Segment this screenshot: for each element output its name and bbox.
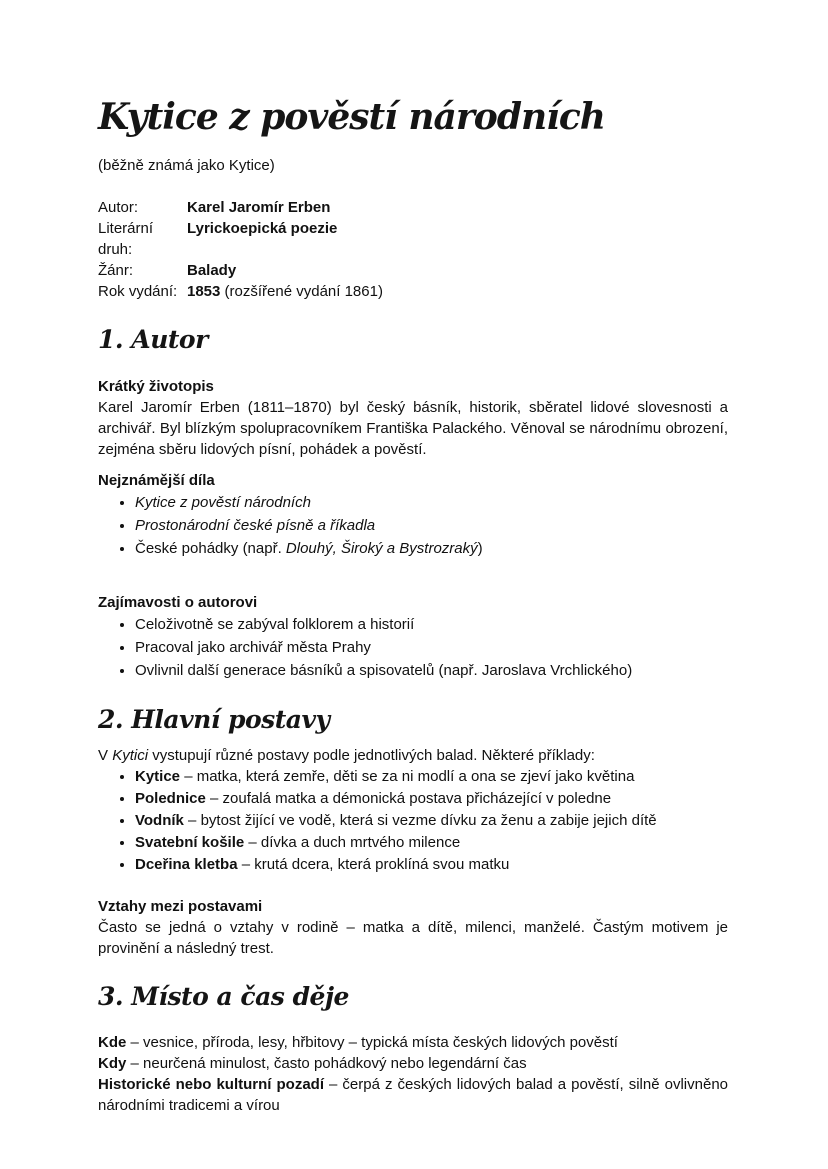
characters-intro: V Kytici vystupují různé postavy podle jednotlivých balad. Některé příklady: [98, 747, 595, 764]
section-heading-setting: 3. Místo a čas děje [98, 982, 349, 1011]
metadata-block [98, 197, 728, 302]
list-item: • Kytice z pověstí národních [135, 491, 728, 514]
meta-row-year [98, 281, 728, 302]
setting-line-when: Kdy – neurčená minulost, často pohádkový nebo legendární čas [98, 1055, 527, 1072]
list-item: • Kytice – matka, která zemře, děti se za ni modlí a ona se zjeví jako květina [135, 766, 728, 788]
biography-paragraph: Karel Jaromír Erben (1811–1870) byl český básník, historik, sběratel lidové slovesnosti a archivář. Byl blízkým spolupracovníkem Františka Palackého. Věnoval se národnímu obrození, zejména sběru lidových písní, pohádek a pověstí. [98, 399, 728, 458]
meta-label: Rok vydání: [98, 283, 178, 300]
list-item: • Dceřina kletba – krutá dcera, která proklíná svou matku [135, 854, 728, 876]
list-item: • Pracoval jako archivář města Prahy [135, 636, 728, 659]
sub-heading-biography: Krátký životopis [98, 378, 214, 395]
setting-block [98, 1032, 733, 1116]
meta-note: (rozšířené vydání 1861) [220, 283, 383, 300]
characters-list [98, 766, 728, 876]
list-item: • České pohádky (např. Dlouhý, Široký a Bystrozraký) [135, 537, 728, 560]
section-heading-characters: 2. Hlavní postavy [98, 705, 330, 734]
meta-value: Karel Jaromír Erben [187, 199, 331, 216]
meta-row-genre [98, 260, 728, 281]
setting-line-background: Historické nebo kulturní pozadí – čerpá z českých lidových balad a pověstí, silně ovlivněno národními tradicemi a vírou [98, 1076, 733, 1114]
works-list [98, 491, 728, 560]
list-item: • Celoživotně se zabýval folklorem a historií [135, 613, 728, 636]
list-item: • Prostonárodní české písně a říkadla [135, 514, 728, 537]
list-item: • Vodník – bytost žijící ve vodě, která si vezme dívku za ženu a zabije jejich dítě [135, 810, 728, 832]
sub-heading-relations: Vztahy mezi postavami [98, 898, 263, 915]
meta-value: Balady [187, 262, 237, 279]
setting-line-where: Kde – vesnice, příroda, lesy, hřbitovy – typická místa českých lidových pověstí [98, 1034, 618, 1051]
sub-heading-facts: Zajímavosti o autorovi [98, 594, 258, 611]
meta-label: Žánr: [98, 262, 134, 279]
meta-label: Literární druh: [98, 220, 154, 258]
meta-label: Autor: [98, 199, 139, 216]
meta-row-literary-type [98, 218, 728, 260]
page-subtitle: (běžně známá jako Kytice) [98, 157, 275, 174]
list-item: • Ovlivnil další generace básníků a spisovatelů (např. Jaroslava Vrchlického) [135, 659, 728, 682]
meta-value: Lyrickoepická poezie [187, 220, 338, 237]
page-title: Kytice z pověstí národních [98, 96, 605, 138]
list-item: • Polednice – zoufalá matka a démonická postava přicházející v poledne [135, 788, 728, 810]
list-item: • Svatební košile – dívka a duch mrtvého milence [135, 832, 728, 854]
meta-value: 1853 [187, 283, 221, 300]
relations-paragraph: Často se jedná o vztahy v rodině – matka a dítě, milenci, manželé. Častým motivem je provinění a následný trest. [98, 919, 728, 957]
facts-list [98, 613, 728, 682]
section-heading-author: 1. Autor [98, 325, 208, 354]
sub-heading-works: Nejznámější díla [98, 472, 215, 489]
meta-row-author [98, 197, 728, 218]
